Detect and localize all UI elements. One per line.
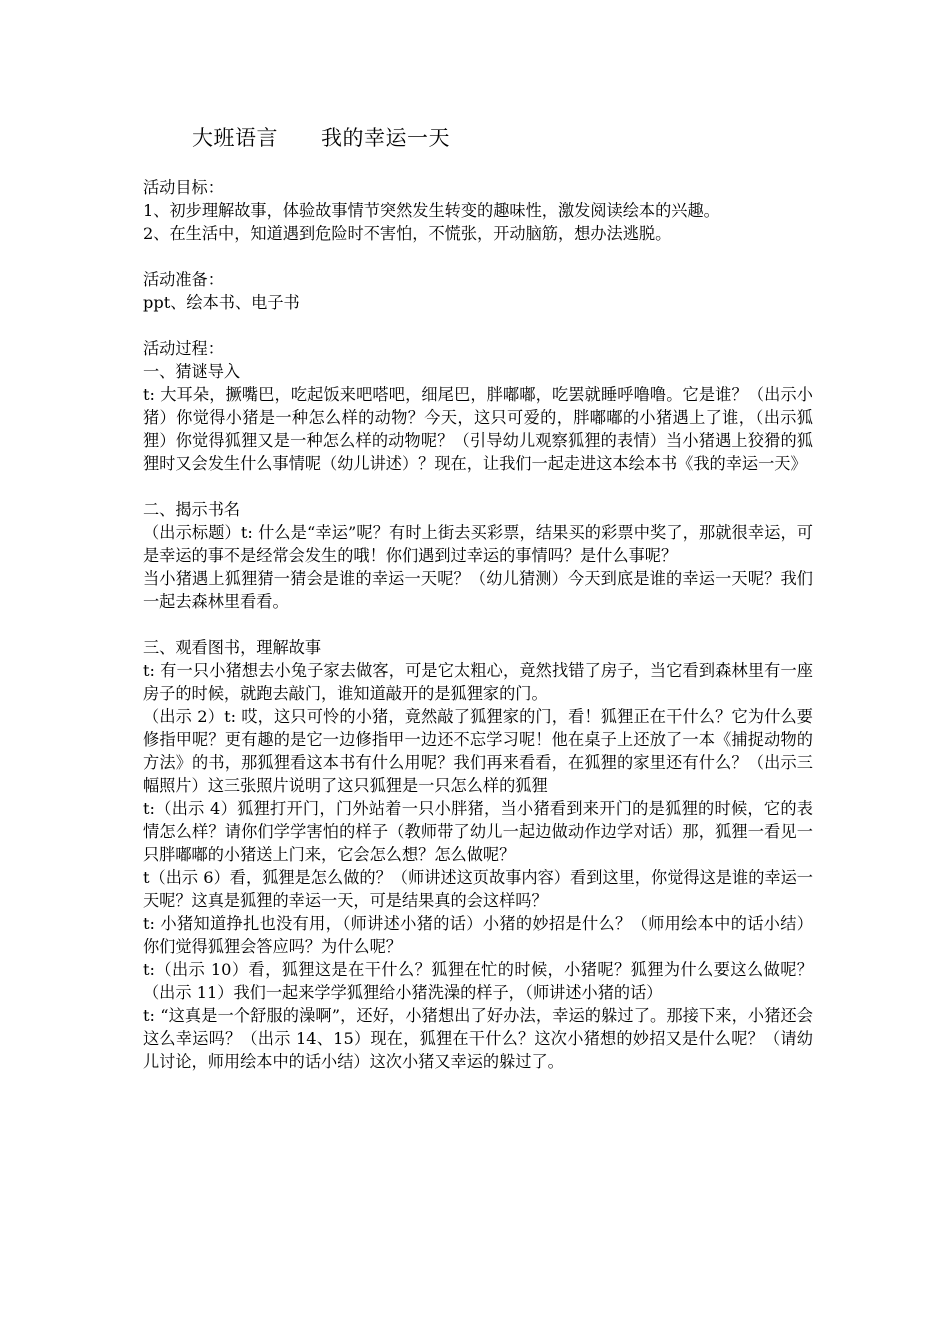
- body-paragraph: t（出示 6）看，狐狸是怎么做的？（师讲述这页故事内容）看到这里，你觉得这是谁的幸运一天呢？这真是狐狸的幸运一天，可是结果真的会这样吗？: [143, 868, 813, 910]
- prep-heading: 活动准备：: [143, 270, 224, 289]
- body-paragraph: t: 小猪知道挣扎也没有用，（师讲述小猪的话）小猪的妙招是什么？（师用绘本中的话小结）你们觉得狐狸会答应吗？为什么呢？: [143, 914, 813, 956]
- section-heading: 三、观看图书，理解故事: [143, 638, 322, 657]
- paragraph-gap: [143, 613, 813, 636]
- body-paragraph: （出示标题）t: 什么是“幸运”呢？有时上街去买彩票，结果买的彩票中奖了，那就很幸运，可是幸运的事不是经常会发生的哦！你们遇到过幸运的事情吗？是什么事呢？: [143, 523, 813, 565]
- document-body: [143, 176, 813, 1073]
- body-paragraph: t: “这真是一个舒服的澡啊”，还好，小猪想出了好办法，幸运的躲过了。那接下来，小猪还会这么幸运吗？（出示 14、15）现在，狐狸在干什么？这次小猪想的妙招又是什么呢？（请幼儿讨论，师用绘本中的话小结）这次小猪又幸运的躲过了。: [143, 1006, 813, 1071]
- paragraph-gap: [143, 475, 813, 498]
- body-paragraph: （出示 2）t: 哎，这只可怜的小猪，竟然敲了狐狸家的门，看！狐狸正在干什么？它为什么要修指甲呢？更有趣的是它一边修指甲一边还不忘学习呢！他在桌子上还放了一本《捕捉动物的方法》的书，那狐狸看这本书有什么用呢？我们再来看看，在狐狸的家里还有什么？（出示三幅照片）这三张照片说明了这只狐狸是一只怎么样的狐狸: [143, 707, 813, 795]
- body-paragraph: t: 大耳朵，撅嘴巴，吃起饭来吧嗒吧，细尾巴，胖嘟嘟，吃罢就睡呼噜噜。它是谁？（出示小猪）你觉得小猪是一种怎么样的动物？今天，这只可爱的，胖嘟嘟的小猪遇上了谁，（出示狐狸）你觉得狐狸又是一种怎么样的动物呢？（引导幼儿观察狐狸的表情）当小猪遇上狡猾的狐狸时又会发生什么事情呢（幼儿讲述）？现在，让我们一起走进这本绘本书《我的幸运一天》: [143, 385, 813, 473]
- process-heading: 活动过程：: [143, 339, 224, 358]
- goal-item: 2、在生活中，知道遇到危险时不害怕，不慌张，开动脑筋，想办法逃脱。: [143, 224, 672, 243]
- section-heading: 二、揭示书名: [143, 500, 241, 519]
- paragraph-gap: [143, 314, 813, 337]
- goal-item: 1、初步理解故事，体验故事情节突然发生转变的趣味性，激发阅读绘本的兴趣。: [143, 201, 720, 220]
- body-paragraph: t:（出示 10）看，狐狸这是在干什么？狐狸在忙的时候，小猪呢？狐狸为什么要这么做呢？（出示 11）我们一起来学学狐狸给小猪洗澡的样子，（师讲述小猪的话）: [143, 960, 813, 1002]
- body-paragraph: t: 有一只小猪想去小兔子家去做客，可是它太粗心，竟然找错了房子，当它看到森林里有一座房子的时候，就跑去敲门，谁知道敲开的是狐狸家的门。: [143, 661, 813, 703]
- document-title: 大班语言 我的幸运一天: [192, 126, 451, 150]
- goals-heading: 活动目标：: [143, 178, 224, 197]
- paragraph-gap: [143, 245, 813, 268]
- body-paragraph: t:（出示 4）狐狸打开门，门外站着一只小胖猪，当小猪看到来开门的是狐狸的时候，它的表情怎么样？请你们学学害怕的样子（教师带了幼儿一起边做动作边学对话）那，狐狸一看见一只胖嘟嘟的小猪送上门来，它会怎么想？怎么做呢？: [143, 799, 813, 864]
- section-heading: 一、猜谜导入: [143, 362, 241, 381]
- body-paragraph: 当小猪遇上狐狸猜一猜会是谁的幸运一天呢？（幼儿猜测）今天到底是谁的幸运一天呢？我们一起去森林里看看。: [143, 569, 813, 611]
- prep-items: ppt、绘本书、电子书: [143, 293, 300, 312]
